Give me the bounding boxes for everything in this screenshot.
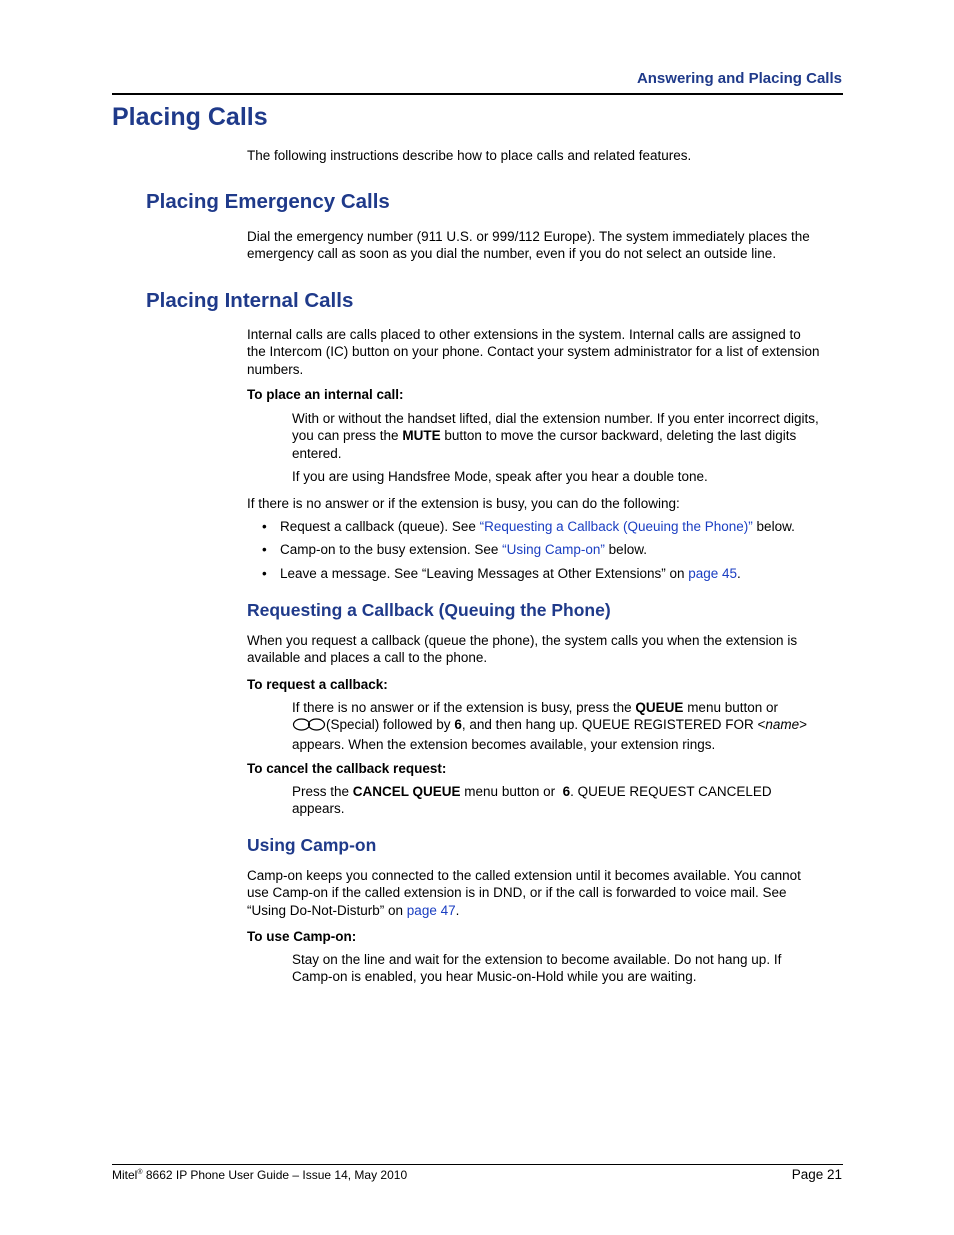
bullet-text-pre: Request a callback (queue). See	[280, 519, 480, 534]
internal-paragraph	[247, 326, 843, 378]
step-line: appears.	[292, 801, 345, 817]
internal-line: Internal calls are calls placed to other extensions in the system. Internal calls are assigned to	[247, 327, 801, 342]
callback-step	[292, 699, 843, 753]
step-text: you can press the	[292, 428, 403, 444]
bullet-dot: •	[262, 542, 267, 557]
page-number: Page 21	[791, 1167, 842, 1182]
queue-key-label: QUEUE	[635, 700, 684, 715]
page-title: Placing Calls	[112, 103, 268, 131]
step-text: Press the	[292, 784, 353, 799]
step-text: button to move the cursor backward, deleting the last digits	[440, 428, 797, 444]
camp-on-paragraph	[247, 867, 843, 919]
digit-key-label: 6	[454, 717, 462, 733]
bullet-text-pre: Leave a message. See “Leaving Messages at Other Extensions” on	[280, 566, 689, 581]
running-header: Answering and Placing Calls	[636, 70, 842, 87]
step-line: Camp-on is enabled, you hear Music-on-Hold while you are waiting.	[292, 969, 697, 985]
bullet-text	[280, 541, 647, 558]
no-answer-text: If there is no answer or if the extension is busy, you can do the following:	[247, 496, 680, 511]
link-using-camp-on[interactable]: “Using Camp-on”	[502, 542, 605, 557]
footer-brand: Mitel	[112, 1168, 138, 1182]
registered-mark: ®	[137, 1169, 143, 1176]
emergency-paragraph	[247, 228, 843, 263]
subsection-heading-camp-on: Using Camp-on	[247, 835, 377, 855]
section-heading-emergency: Placing Emergency Calls	[146, 190, 390, 213]
step-line	[292, 699, 843, 716]
mute-key-label: MUTE	[402, 428, 441, 444]
internal-step-1	[292, 410, 843, 462]
step-text: >	[799, 717, 808, 733]
step-text: menu button or	[683, 700, 778, 715]
bullet-dot: •	[262, 566, 267, 581]
internal-line: numbers.	[247, 361, 304, 377]
callback-line: When you request a callback (queue the phone), the system calls you when the extension is	[247, 633, 798, 648]
subsection-heading-callback: Requesting a Callback (Queuing the Phone)	[247, 600, 611, 620]
step-text: menu button or	[460, 784, 563, 799]
camp-on-text: .	[455, 902, 460, 918]
emergency-line: emergency call as soon as you dial the number, even if you do not select an outside line.	[247, 246, 777, 262]
internal-line: the Intercom (IC) button on your phone. Contact your system administrator for a list of extension	[247, 344, 820, 360]
step-line	[292, 427, 843, 444]
camp-on-text: “Using Do-Not-Disturb” on	[247, 902, 407, 918]
intro-text: The following instructions describe how to place calls and related features.	[247, 148, 692, 163]
bullet-text	[280, 565, 741, 582]
footer-rule	[112, 1164, 843, 1165]
cancel-queue-key-label: CANCEL QUEUE	[352, 784, 461, 799]
step-line: With or without the handset lifted, dial the extension number. If you enter incorrect digits,	[292, 411, 819, 426]
bullet-dot: •	[262, 519, 267, 534]
callback-paragraph	[247, 632, 843, 667]
camp-on-line: use Camp-on if the called extension is in DND, or if the call is forwarded to voice mail. See	[247, 885, 787, 901]
bullet-text-pre: Camp-on to the busy extension. See	[280, 542, 503, 557]
cancel-step	[292, 783, 843, 818]
digit-key-label: 6	[562, 784, 571, 799]
emergency-line: Dial the emergency number (911 U.S. or 999/112 Europe). The system immediately places the	[247, 229, 810, 244]
procedure-label-callback: To request a callback:	[247, 677, 388, 692]
bullet-text-post: .	[737, 566, 741, 581]
link-page-45[interactable]: page 45	[688, 566, 738, 581]
procedure-label-internal: To place an internal call:	[247, 387, 404, 402]
footer-doc-title	[112, 1168, 407, 1182]
camp-on-line	[247, 902, 843, 919]
link-requesting-callback[interactable]: “Requesting a Callback (Queuing the Phone)”	[479, 519, 753, 534]
bullet-text-post: below.	[752, 519, 795, 534]
step-text: (Special) followed by	[326, 717, 455, 733]
step-line	[292, 716, 843, 735]
step-line: appears. When the extension becomes available, your extension rings.	[292, 736, 716, 752]
step-text: . QUEUE REQUEST CANCELED	[570, 784, 772, 799]
special-key-icon	[292, 718, 326, 735]
step-text: If there is no answer or if the extension is busy, press the	[292, 700, 636, 715]
step-line	[292, 783, 843, 800]
bullet-text	[280, 518, 795, 535]
step-text: , and then hang up. QUEUE REGISTERED FOR <	[461, 717, 766, 733]
camp-on-step	[292, 951, 843, 986]
footer-doc-text: 8662 IP Phone User Guide – Issue 14, May 2010	[142, 1168, 408, 1182]
bullet-text-post: below.	[604, 542, 647, 557]
name-placeholder: name	[765, 717, 800, 733]
procedure-label-camp-on: To use Camp-on:	[247, 929, 357, 944]
callback-line: available and places a call to the phone.	[247, 650, 488, 666]
header-rule	[112, 93, 843, 95]
internal-step-2: If you are using Handsfree Mode, speak after you hear a double tone.	[292, 469, 708, 484]
section-heading-internal: Placing Internal Calls	[146, 289, 354, 312]
camp-on-line: Camp-on keeps you connected to the called extension until it becomes available. You cannot	[247, 868, 801, 883]
link-page-47[interactable]: page 47	[406, 902, 456, 918]
step-line: Stay on the line and wait for the extension to become available. Do not hang up. If	[292, 952, 782, 967]
step-line: entered.	[292, 445, 342, 461]
procedure-label-cancel: To cancel the callback request:	[247, 761, 447, 776]
